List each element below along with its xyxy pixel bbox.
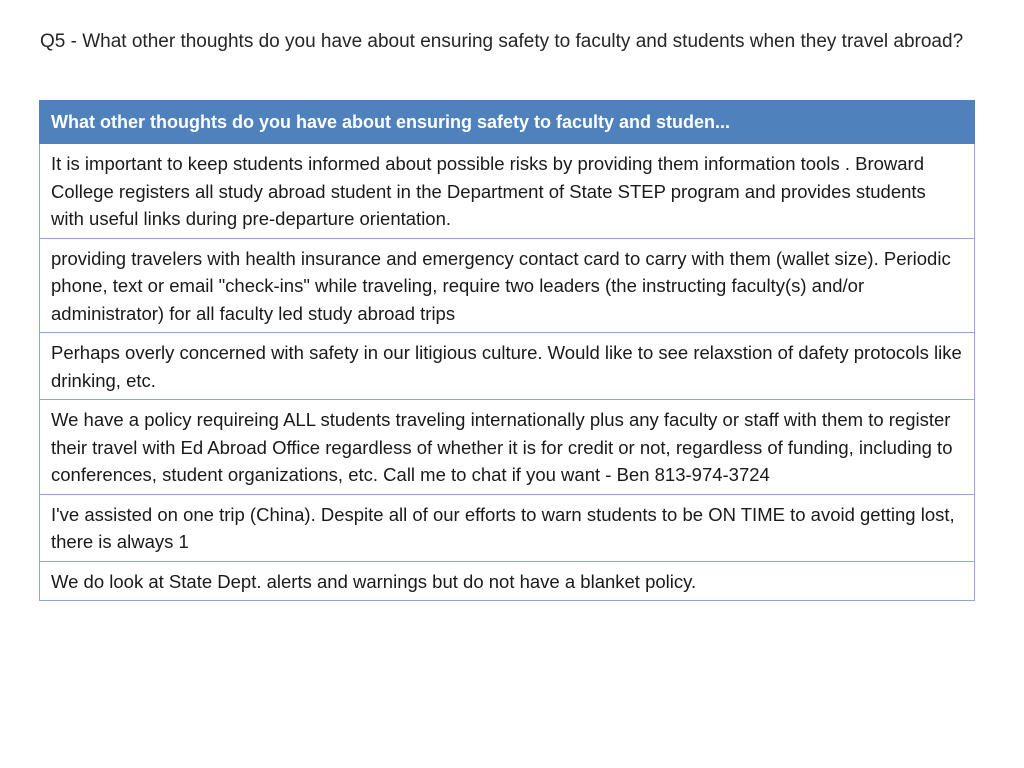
question-title: Q5 - What other thoughts do you have about ensuring safety to faculty and students when they travel abroad? <box>40 31 964 52</box>
response-cell: Perhaps overly concerned with safety in our litigious culture. Would like to see relaxstion of dafety protocols like drinking, etc. <box>40 333 975 400</box>
table-row <box>40 144 975 239</box>
table-row <box>40 494 975 561</box>
column-header: What other thoughts do you have about ensuring safety to faculty and studen... <box>40 101 975 144</box>
response-cell: It is important to keep students informed about possible risks by providing them information tools . Broward College registers all study abroad student in the Department of State STEP program and provides students with useful links during pre-departure orientation. <box>40 144 975 239</box>
responses-table <box>39 100 975 601</box>
response-cell: I've assisted on one trip (China). Despite all of our efforts to warn students to be ON TIME to avoid getting lost, there is always 1 <box>40 494 975 561</box>
table-row <box>40 400 975 495</box>
table-row <box>40 561 975 601</box>
table-row <box>40 238 975 333</box>
table-header-row <box>40 101 975 144</box>
response-cell: We do look at State Dept. alerts and warnings but do not have a blanket policy. <box>40 561 975 601</box>
response-cell: We have a policy requireing ALL students traveling internationally plus any faculty or staff with them to register their travel with Ed Abroad Office regardless of whether it is for credit or not, regardless of funding, including to conferences, student organizations, etc. Call me to chat if you want - Ben 813-974-3724 <box>40 400 975 495</box>
table-row <box>40 333 975 400</box>
response-cell: providing travelers with health insurance and emergency contact card to carry with them (wallet size). Periodic phone, text or email "check-ins" while traveling, require two leaders (the instructing faculty(s) and/or administrator) for all faculty led study abroad trips <box>40 238 975 333</box>
